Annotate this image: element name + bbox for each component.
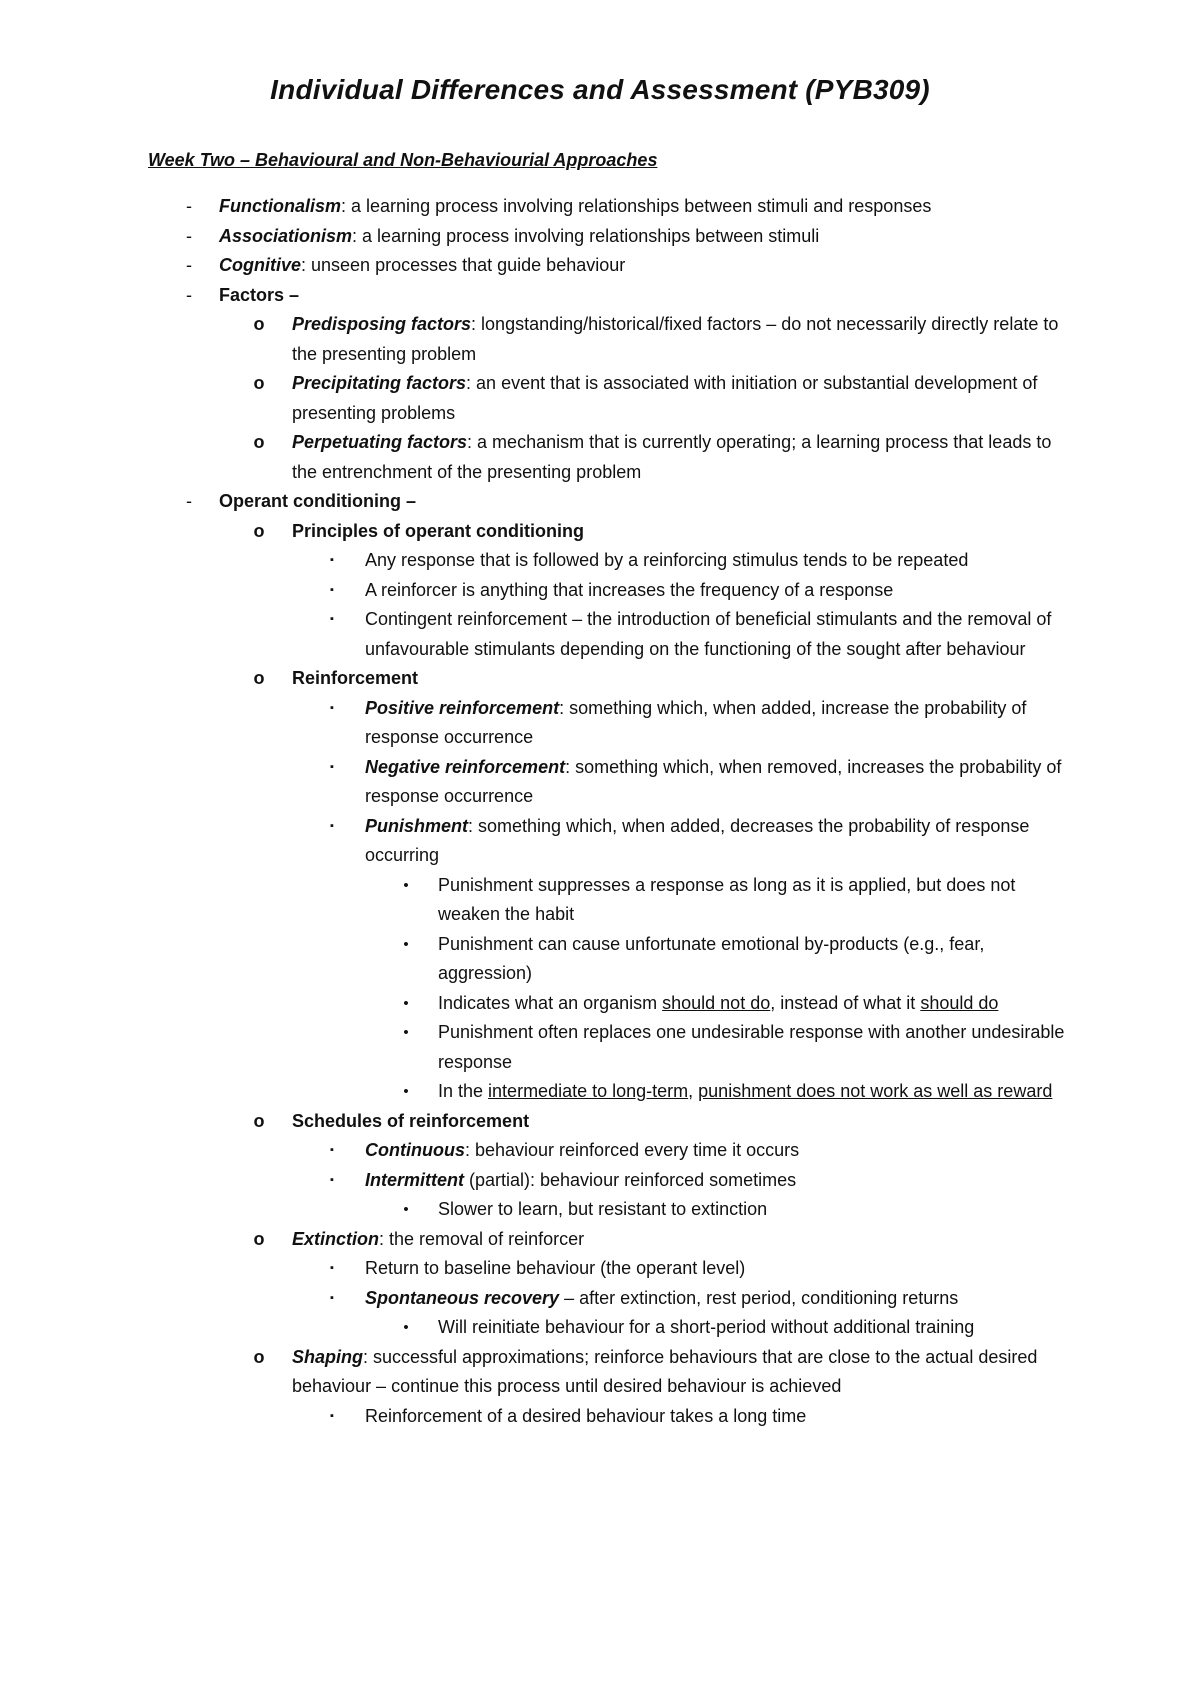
list-item	[0, 192, 1200, 222]
section-heading: Week Two – Behavioural and Non-Behaviourial Approaches	[148, 150, 658, 170]
bullet-marker: ▪	[330, 1144, 334, 1156]
item-text: Punishment often replaces one undesirable response with another undesirable response	[438, 1022, 1065, 1072]
bullet-marker: ▪	[330, 760, 334, 773]
list-item	[0, 1284, 1200, 1314]
item-text: : something which, when added, increase the probability of response occurrence	[365, 697, 1027, 747]
list-item	[0, 281, 1200, 311]
bullet-marker: o	[253, 1110, 265, 1131]
list-item	[0, 694, 1200, 753]
list-item	[0, 1402, 1200, 1432]
notes-list	[0, 192, 1200, 1431]
term-label: Schedules of reinforcement	[292, 1110, 530, 1131]
bullet-marker: -	[186, 255, 192, 275]
bullet-marker: ▪	[330, 1409, 334, 1422]
item-text: Punishment can cause unfortunate emotional by-products (e.g., fear, aggression)	[438, 933, 985, 983]
term-label: Precipitating factors	[292, 373, 467, 393]
list-item	[0, 1254, 1200, 1284]
list-item	[0, 812, 1200, 871]
bullet-marker: o	[253, 432, 265, 452]
item-text: : a mechanism that is currently operating; a learning process that leads to the entrenchment of the presenting problem	[292, 432, 1052, 482]
bullet-marker: o	[253, 314, 265, 334]
list-item	[0, 1077, 1200, 1107]
item-text: Indicates what an organism	[438, 992, 663, 1013]
list-item	[0, 1225, 1200, 1255]
bullet-marker: ▪	[330, 819, 334, 832]
item-text: : something which, when added, decreases the probability of response occurring	[365, 815, 1030, 865]
term-label: Principles of operant conditioning	[292, 520, 585, 541]
document-title: Individual Differences and Assessment (PYB309)	[270, 74, 930, 105]
list-item	[0, 871, 1200, 930]
item-text: , instead of what it	[770, 992, 921, 1013]
bullet-marker: ▪	[330, 1291, 334, 1304]
bullet-marker: o	[253, 668, 265, 688]
bullet-marker: •	[403, 876, 409, 894]
item-text: ,	[688, 1081, 699, 1101]
list-item	[0, 576, 1200, 606]
term-label: Negative reinforcement	[365, 756, 566, 777]
item-text: : a learning process involving relationships between stimuli	[352, 225, 820, 246]
item-text: Contingent reinforcement – the introduction of beneficial stimulants and the removal of unfavourable stimulants depending on the functioning of the sought after behaviour	[365, 609, 1052, 659]
item-text: : a learning process involving relationships between stimuli and responses	[341, 196, 932, 216]
bullet-marker: ▪	[330, 1262, 334, 1274]
term-label: Continuous	[365, 1140, 465, 1160]
list-item	[0, 517, 1200, 547]
item-text: : longstanding/historical/fixed factors – do not necessarily directly relate to the presenting problem	[292, 314, 1059, 364]
term-label: Spontaneous recovery	[365, 1287, 560, 1308]
term-label: Extinction	[292, 1228, 380, 1249]
emphasis-text: punishment does not work as well as reward	[698, 1081, 1053, 1101]
term-label: Predisposing factors	[292, 314, 472, 334]
bullet-marker: •	[403, 1083, 409, 1100]
list-item	[0, 1195, 1200, 1225]
item-text: Reinforcement of a desired behaviour takes a long time	[365, 1405, 807, 1426]
list-item	[0, 251, 1200, 281]
list-item	[0, 664, 1200, 694]
bullet-marker: ▪	[330, 554, 334, 566]
term-label: Positive reinforcement	[365, 697, 560, 718]
list-item	[0, 1107, 1200, 1137]
list-item	[0, 605, 1200, 664]
item-text: : unseen processes that guide behaviour	[301, 255, 626, 275]
list-item	[0, 1166, 1200, 1196]
bullet-marker: o	[253, 1228, 265, 1249]
item-text: Punishment suppresses a response as long as it is applied, but does not weaken the habit	[438, 874, 1016, 924]
bullet-marker: •	[403, 994, 409, 1012]
term-label: Intermittent	[365, 1169, 464, 1190]
emphasis-text: should not do	[662, 992, 771, 1013]
item-text: : behaviour reinforced every time it occurs	[464, 1140, 800, 1160]
bullet-marker: •	[403, 1201, 409, 1218]
item-text: : something which, when removed, increases the probability of response occurrence	[365, 756, 1062, 806]
list-item	[0, 989, 1200, 1019]
item-text: Slower to learn, but resistant to extinction	[438, 1199, 768, 1219]
emphasis-text: intermediate to long-term	[488, 1081, 689, 1101]
list-item	[0, 1018, 1200, 1077]
item-text: – after extinction, rest period, conditioning returns	[559, 1287, 959, 1308]
list-item	[0, 930, 1200, 989]
term-label: Operant conditioning –	[219, 491, 416, 511]
list-item	[0, 1136, 1200, 1166]
term-label: Factors –	[219, 284, 300, 305]
bullet-marker: o	[253, 1346, 265, 1367]
bullet-marker: -	[186, 491, 192, 511]
bullet-marker: ▪	[330, 583, 334, 596]
term-label: Punishment	[365, 815, 469, 836]
list-item	[0, 222, 1200, 252]
item-text: A reinforcer is anything that increases the frequency of a response	[365, 579, 894, 600]
bullet-marker: •	[403, 935, 409, 953]
bullet-marker: -	[186, 284, 192, 305]
list-item	[0, 753, 1200, 812]
bullet-marker: •	[403, 1319, 409, 1336]
bullet-marker: •	[403, 1024, 409, 1041]
list-item	[0, 1313, 1200, 1343]
bullet-marker: -	[186, 225, 192, 246]
item-text: Return to baseline behaviour (the operant level)	[365, 1258, 746, 1278]
item-text: : the removal of reinforcer	[379, 1228, 585, 1249]
term-label: Functionalism	[219, 196, 342, 216]
item-text: (partial): behaviour reinforced sometimes	[464, 1169, 797, 1190]
term-label: Perpetuating factors	[292, 432, 468, 452]
list-item	[0, 1343, 1200, 1402]
term-label: Associationism	[219, 225, 353, 246]
term-label: Cognitive	[219, 255, 302, 275]
item-text: Will reinitiate behaviour for a short-period without additional training	[438, 1317, 975, 1337]
item-text: : an event that is associated with initiation or substantial development of presenting problems	[292, 373, 1038, 423]
bullet-marker: o	[253, 373, 265, 393]
term-label: Shaping	[292, 1346, 363, 1367]
item-text: In the	[438, 1081, 489, 1101]
bullet-marker: ▪	[330, 701, 334, 714]
list-item	[0, 487, 1200, 517]
list-item	[0, 369, 1200, 428]
item-text: : successful approximations; reinforce behaviours that are close to the actual desired behaviour – continue this process until desired behaviour is achieved	[292, 1346, 1038, 1396]
item-text: Any response that is followed by a reinforcing stimulus tends to be repeated	[365, 550, 969, 570]
bullet-marker: -	[186, 196, 192, 216]
list-item	[0, 546, 1200, 576]
emphasis-text: should do	[920, 992, 999, 1013]
term-label: Reinforcement	[292, 668, 419, 688]
bullet-marker: ▪	[330, 1173, 334, 1186]
list-item	[0, 428, 1200, 487]
bullet-marker: ▪	[330, 613, 334, 625]
bullet-marker: o	[253, 520, 265, 541]
list-item	[0, 310, 1200, 369]
